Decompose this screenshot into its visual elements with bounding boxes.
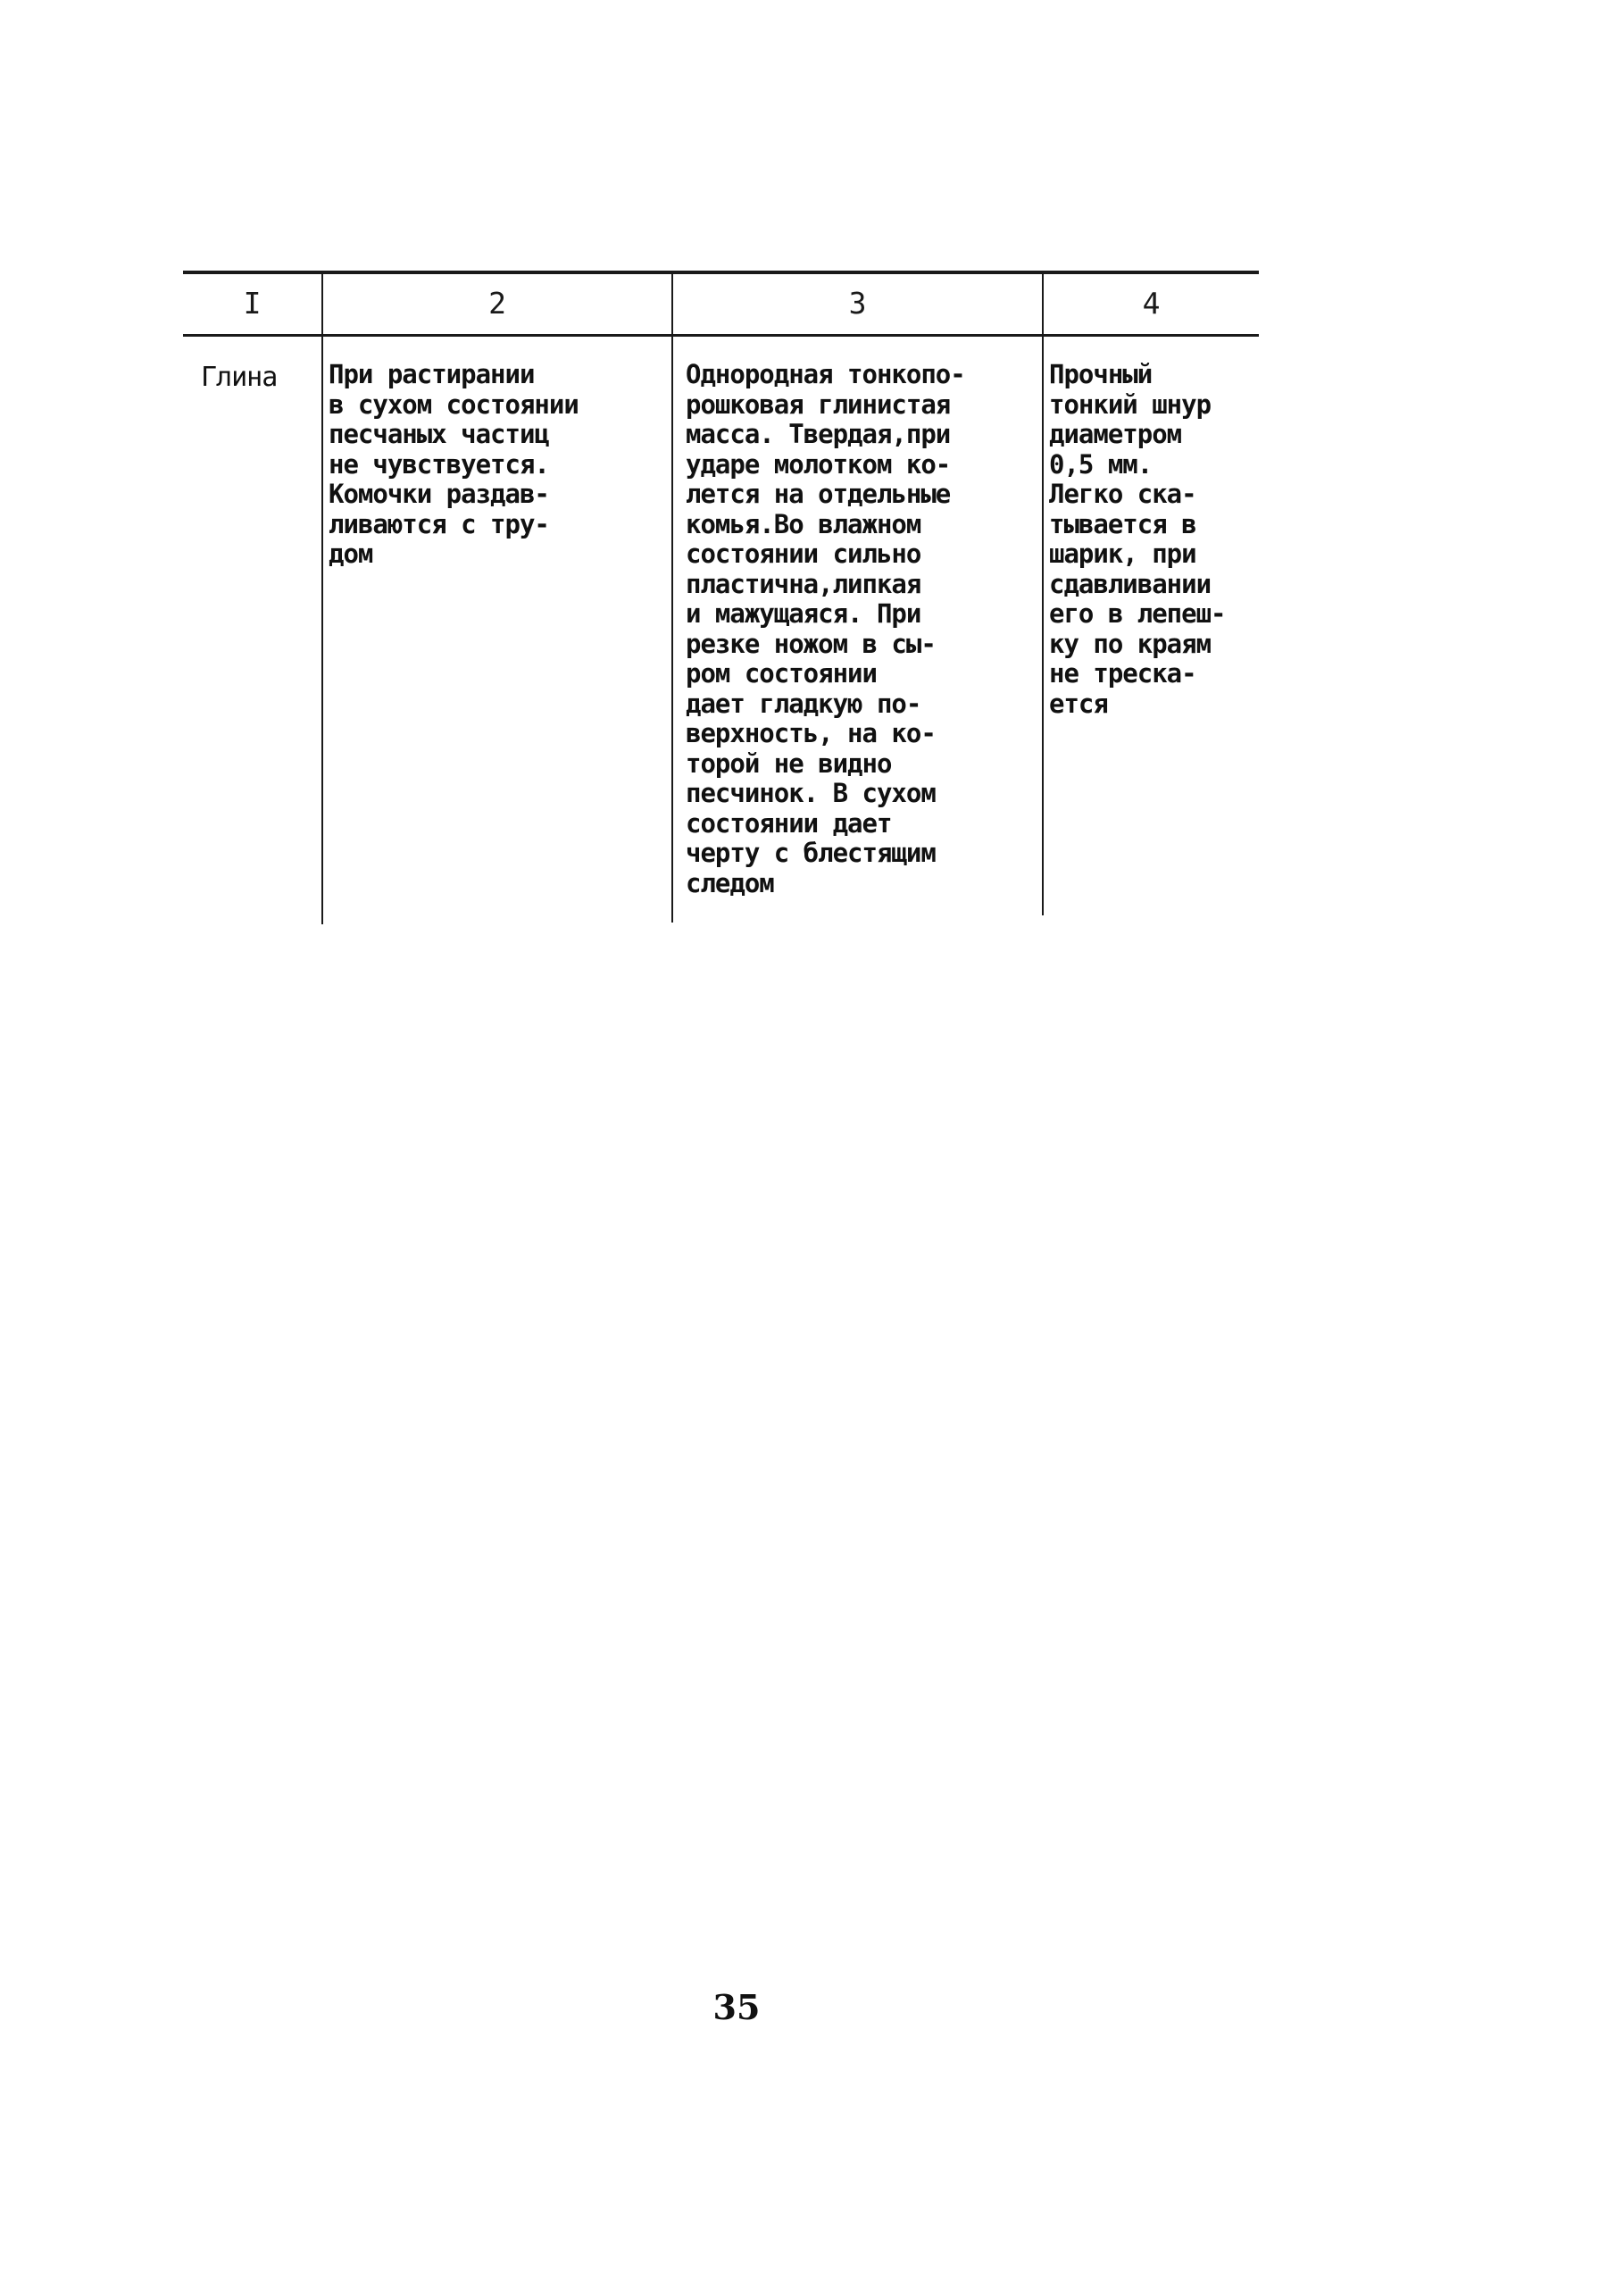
page-number: 35 [712,1987,761,2027]
column-divider-1 [321,274,323,924]
column-divider-2 [671,274,673,923]
cell-rubbing-test: При растирании в сухом состоянии песчаных частиц не чувствуется. Комочки раздав- ливаются с тру- дом [329,359,579,569]
header-col-1: I [243,286,262,321]
column-divider-3 [1042,274,1044,915]
cell-soil-name: Глина [201,362,278,393]
header-col-2: 2 [488,286,506,321]
header-col-3: 3 [848,286,867,321]
cell-appearance: Однородная тонкопо- рошковая глинистая масса. Твердая,при ударе молотком ко- лется на отдельные комья.Во влажном состоянии сильно пластична,липкая и мажущаяся. При резке ножом в сы- ром состоянии дает гладкую по- верхность, на ко- торой не видно песчинок. В сухом состоянии дает черту с блестящим следом [686,359,965,898]
cell-rolling-test: Прочный тонкий шнур диаметром 0,5 мм. Легко ска- тывается в шарик, при сдавливании его в лепеш- ку по краям не треска- ется [1049,359,1226,719]
header-col-4: 4 [1142,286,1161,321]
header-bottom-rule [183,334,1259,337]
soil-description-table [183,271,1259,923]
table-top-rule [183,271,1259,274]
